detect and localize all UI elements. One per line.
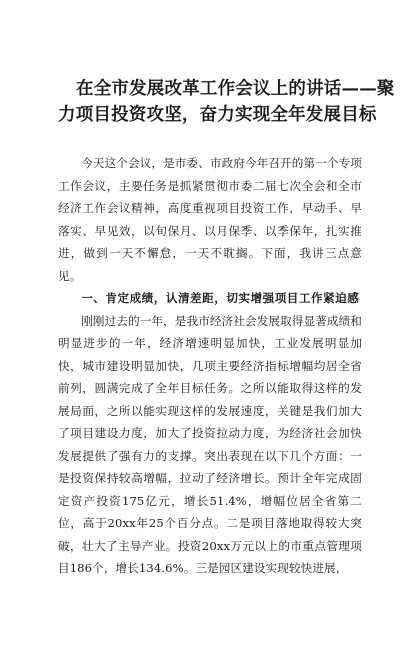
document-body: [58, 152, 362, 580]
intro-paragraph: 今天这个会议，是市委、市政府今年召开的第一个专项工作会议，主要任务是抓紧贯彻市委二届七次全会和全市经济工作会议精神，高度重视项目投资工作，早动手、早落实、早见效，以旬保月、以月保季、以季保年，扎实推进，做到一天不懈怠，一天不耽搁。下面，我讲三点意见。: [58, 156, 362, 283]
title-line-1: 在全市发展改革工作会议上的讲话——聚: [76, 79, 395, 99]
document-title: [58, 76, 395, 128]
section-heading-1: 一、肯定成绩，认清差距，切实增强项目工作紧迫感: [81, 291, 360, 305]
document-page: [0, 76, 410, 656]
section-1-paragraph: 刚刚过去的一年，是我市经济社会发展取得显著成绩和明显进步的一年，经济增速明显加快，工业发展明显加快，城市建设明显加快，几项主要经济指标增幅均居全省前列，圆满完成了全年目标任务。之所以能取得这样的发展局面，之所以能实现这样的发展速度，关键是我们加大了项目建设力度，加大了投资拉动力度，为经济社会加快发展提供了强有力的支撑。突出表现在以下几个方面：一是投资保持较高增幅，拉动了经济增长。预计全年完成固定资产投资175亿元，增长51.4%，增幅位居全省第二位，高于20xx年25个百分点。二是项目落地取得较大突破，壮大了主导产业。投资20xx万元以上的市重点管理项目186个，增长134.6%。三是园区建设实现较快进展，: [58, 313, 362, 575]
title-line-2: 力项目投资攻坚，奋力实现全年发展目标: [58, 105, 377, 125]
